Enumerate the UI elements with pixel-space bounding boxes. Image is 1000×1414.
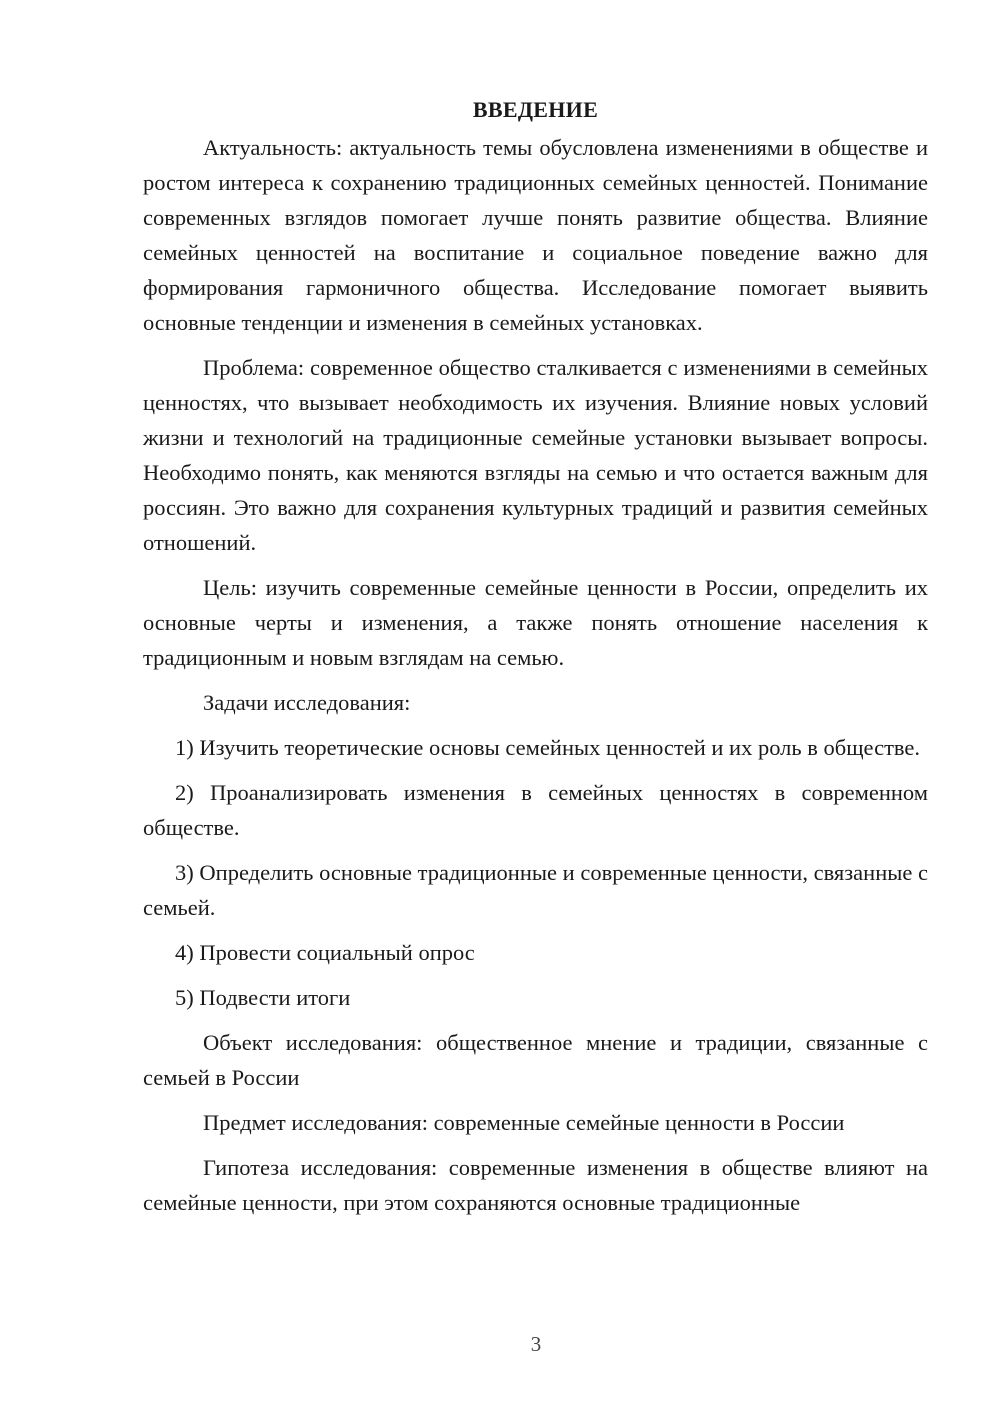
task-item: 1) Изучить теоретические основы семейных ценностей и их роль в обществе.: [175, 735, 921, 760]
task-item: 5) Подвести итоги: [175, 985, 351, 1010]
task-item: 4) Провести социальный опрос: [175, 940, 475, 965]
tasks-heading: Задачи исследования:: [203, 690, 411, 715]
task-item: 2) Проанализировать изменения в семейных ценностях в современном обществе.: [143, 780, 928, 840]
task-item: 3) Определить основные традиционные и современные ценности, связанные с семьей.: [143, 860, 928, 920]
hypothesis-paragraph: Гипотеза исследования: современные изменения в обществе влияют на семейные ценности, при этом сохраняются основные традиционные: [143, 1155, 928, 1215]
problem-paragraph: Проблема: современное общество сталкивается с изменениями в семейных ценностях, что вызывает необходимость их изучения. Влияние новых условий жизни и технологий на традиционные семейные установки вызывает вопросы. Необходимо понять, как меняются взгляды на семью и что остается важным для россиян. Это важно для сохранения культурных традиций и развития семейных отношений.: [143, 355, 928, 555]
object-paragraph: Объект исследования: общественное мнение и традиции, связанные с семьей в России: [143, 1030, 928, 1090]
relevance-paragraph: Актуальность: актуальность темы обусловлена изменениями в обществе и ростом интереса к сохранению традиционных семейных ценностей. Понимание современных взглядов помогает лучше понять развитие общества. Влияние семейных ценностей на воспитание и социальное поведение важно для формирования гармоничного общества. Исследование помогает выявить основные тенденции и изменения в семейных установках.: [143, 135, 928, 335]
goal-paragraph: Цель: изучить современные семейные ценности в России, определить их основные черты и изменения, а также понять отношение населения к традиционным и новым взглядам на семью.: [143, 575, 928, 670]
section-title: ВВЕДЕНИЕ: [472, 97, 599, 122]
subject-paragraph: Предмет исследования: современные семейные ценности в России: [203, 1110, 845, 1135]
page-number: 3: [530, 1332, 542, 1356]
document-body: [143, 92, 928, 1230]
